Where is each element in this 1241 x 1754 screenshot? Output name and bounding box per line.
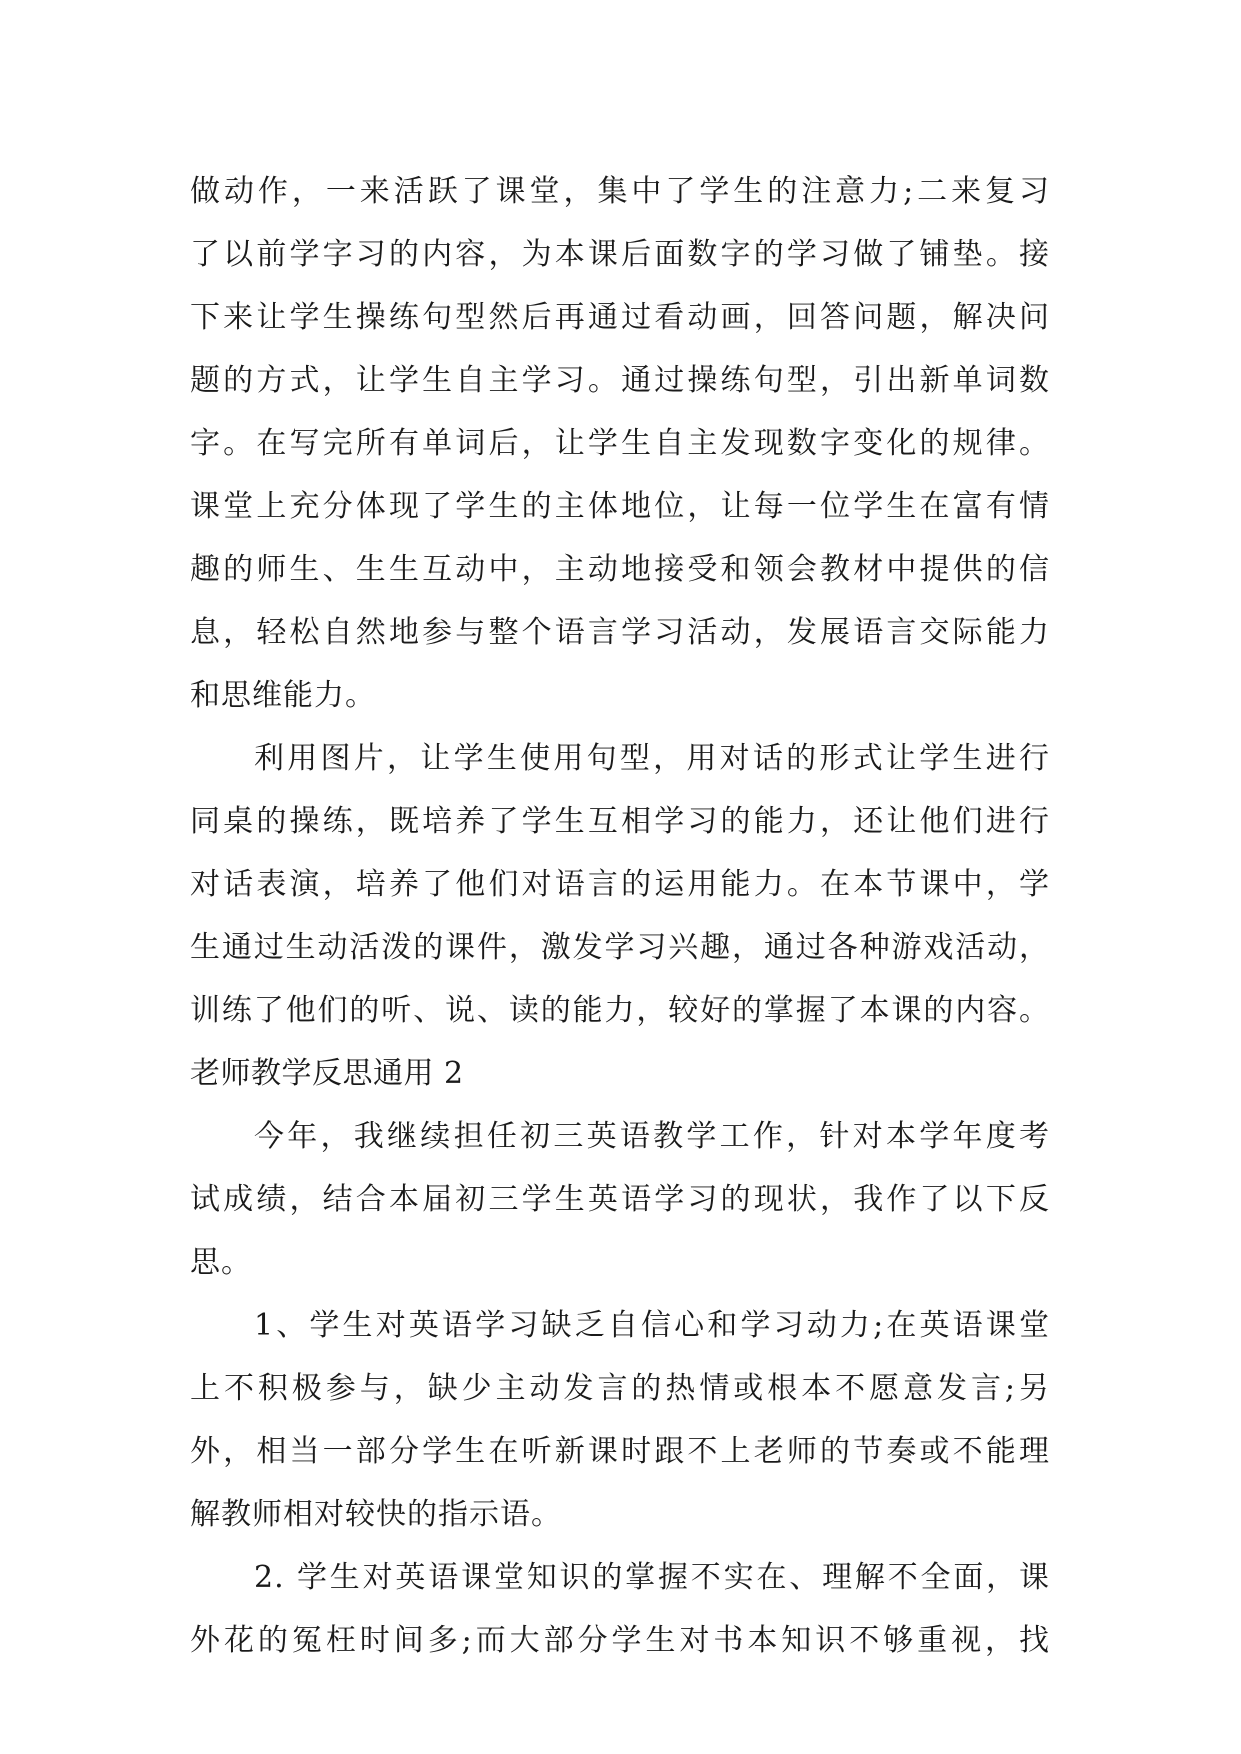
paragraph-line: 对话表演，培养了他们对语言的运用能力。在本节课中，学 [190,867,1050,902]
paragraph-line: 课堂上充分体现了学生的主体地位，让每一位学生在富有情 [190,489,1050,524]
paragraph-line: 上不积极参与，缺少主动发言的热情或根本不愿意发言;另 [190,1371,1050,1406]
paragraph-line: 外花的冤枉时间多;而大部分学生对书本知识不够重视，找 [190,1623,1050,1658]
paragraph-line: 试成绩，结合本届初三学生英语学习的现状，我作了以下反 [190,1182,1050,1217]
paragraph-line: 利用图片，让学生使用句型，用对话的形式让学生进行 [254,741,1050,776]
paragraph-line: 2. 学生对英语课堂知识的掌握不实在、理解不全面，课 [254,1560,1050,1595]
paragraph-line: 下来让学生操练句型然后再通过看动画，回答问题，解决问 [190,300,1050,335]
paragraph-line: 思。 [190,1245,252,1280]
paragraph-line: 1、学生对英语学习缺乏自信心和学习动力;在英语课堂 [254,1308,1050,1343]
paragraph-line: 同桌的操练，既培养了学生互相学习的能力，还让他们进行 [190,804,1050,839]
paragraph-line: 和思维能力。 [190,678,376,713]
paragraph-line: 了以前学字习的内容，为本课后面数字的学习做了铺垫。接 [190,237,1050,272]
paragraph-line: 字。在写完所有单词后，让学生自主发现数字变化的规律。 [190,426,1050,461]
paragraph-line: 今年，我继续担任初三英语教学工作，针对本学年度考 [254,1119,1050,1154]
document-body [190,160,1050,1672]
paragraph-line: 训练了他们的听、说、读的能力，较好的掌握了本课的内容。 [190,993,1050,1028]
paragraph-line: 做动作，一来活跃了课堂，集中了学生的注意力;二来复习 [190,174,1050,209]
section-heading: 老师教学反思通用 2 [190,1056,464,1091]
paragraph-line: 解教师相对较快的指示语。 [190,1497,562,1532]
paragraph-line: 息，轻松自然地参与整个语言学习活动，发展语言交际能力 [190,615,1050,650]
paragraph-line: 趣的师生、生生互动中，主动地接受和领会教材中提供的信 [190,552,1050,587]
paragraph-line: 题的方式，让学生自主学习。通过操练句型，引出新单词数 [190,363,1050,398]
paragraph-line: 生通过生动活泼的课件，激发学习兴趣，通过各种游戏活动， [190,930,1050,965]
paragraph-line: 外，相当一部分学生在听新课时跟不上老师的节奏或不能理 [190,1434,1050,1469]
